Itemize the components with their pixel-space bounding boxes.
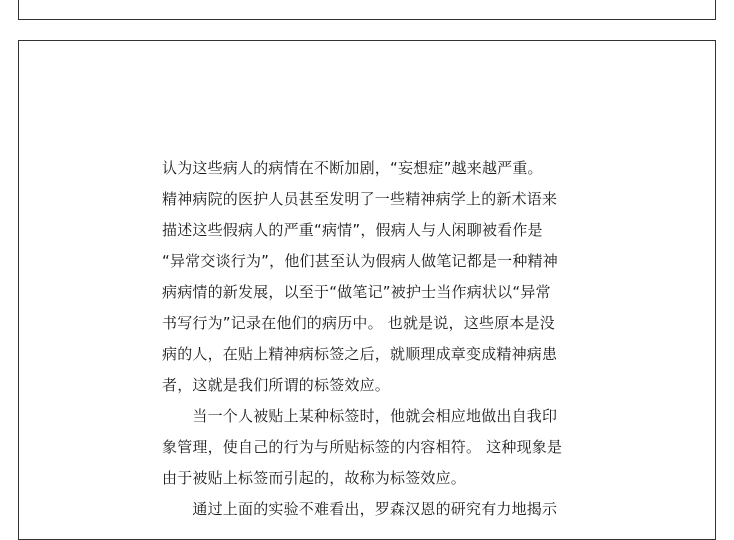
text-line: 者，这就是我们所谓的标签效应。 xyxy=(162,376,391,394)
text-line: 精神病院的医护人员甚至发明了一些精神病学上的新术语来 xyxy=(162,190,558,208)
text-line: 由于被贴上标签而引起的，故称为标签效应。 xyxy=(162,469,467,487)
text-line: 当一个人被贴上某种标签时，他就会相应地做出自我印 xyxy=(162,407,558,425)
previous-page xyxy=(18,0,716,20)
text-line: 通过上面的实验不难看出，罗森汉恩的研究有力地揭示 xyxy=(162,500,558,518)
body-text xyxy=(162,153,607,525)
text-line: “异常交谈行为”，他们甚至认为假病人做笔记都是一种精神 xyxy=(162,252,558,270)
text-line: 描述这些假病人的严重“病情”，假病人与人闲聊被看作是 xyxy=(162,221,543,239)
text-line: 书写行为”记录在他们的病历中。 也就是说，这些原本是没 xyxy=(162,314,555,332)
text-line: 象管理，使自己的行为与所贴标签的内容相符。 这种现象是 xyxy=(162,438,563,456)
text-line: 病病情的新发展，以至于“做笔记”被护士当作病状以“异常 xyxy=(162,283,551,301)
text-line: 认为这些病人的病情在不断加剧，“妄想症”越来越严重。 xyxy=(162,159,543,177)
document-page xyxy=(18,40,716,540)
text-line: 病的人，在贴上精神病标签之后，就顺理成章变成精神病患 xyxy=(162,345,558,363)
